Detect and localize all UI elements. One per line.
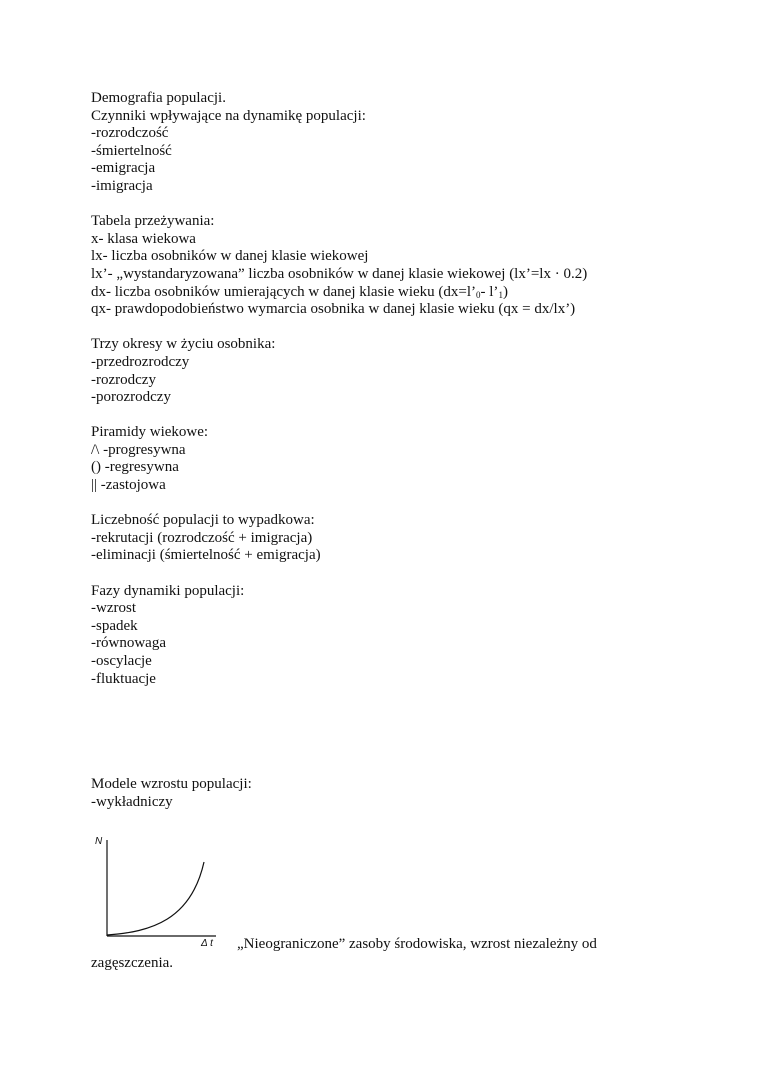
document-body (91, 90, 691, 811)
growth-curve (107, 862, 204, 935)
phase-item: -równowaga (91, 635, 166, 652)
phase-item: -fluktuacje (91, 670, 156, 687)
phases-heading: Fazy dynamiki populacji: (91, 582, 245, 599)
factor-item: -emigracja (91, 160, 156, 177)
figure-x-label: Δ t (201, 938, 213, 949)
phase-item: -wzrost (91, 600, 136, 617)
factor-item: -śmiertelność (91, 142, 172, 159)
figure-y-label: N (95, 836, 103, 847)
phase-item: -oscylacje (91, 653, 152, 669)
period-item: -porozrodczy (91, 389, 171, 406)
pyramid-item: () -regresywna (91, 459, 179, 476)
factor-item: -imigracja (91, 177, 153, 194)
models-heading: Modele wzrostu populacji: (91, 776, 252, 793)
periods-heading: Trzy okresy w życiu osobnika: (91, 336, 276, 353)
survival-dx-text: dx- liczba osobników umierających w danej klasie wieku (dx=l’ (91, 283, 477, 300)
survival-dx-mid: - l’ (480, 283, 499, 300)
survival-qx: qx- prawdopodobieństwo wymarcia osobnika w danej klasie wieku (qx = dx/lx’) (91, 301, 576, 318)
phase-item: -spadek (91, 617, 138, 634)
period-item: -przedrozrodczy (91, 353, 190, 370)
survival-lx-prime: lx’- „wystandaryzowana” liczba osobników w danej klasie wiekowej (lx’=lx · 0.2) (91, 265, 588, 282)
survival-dx-end: ) (502, 283, 508, 300)
period-item: -rozrodczy (91, 371, 156, 388)
document-title: Demografia populacji. (91, 90, 226, 106)
abundance-item: -rekrutacji (rozrodczość + imigracja) (91, 529, 313, 546)
factors-heading: Czynniki wpływające na dynamikę populacji: (91, 107, 366, 124)
survival-dx-sub0: 0 (476, 289, 481, 300)
factor-item: -rozrodczość (91, 125, 169, 142)
survival-lx: lx- liczba osobników w danej klasie wiekowej (91, 248, 369, 265)
pyramids-heading: Piramidy wiekowe: (91, 424, 209, 441)
model-exponential: -wykładniczy (91, 793, 173, 810)
pyramid-item: /\ -progresywna (91, 441, 186, 458)
exponential-growth-graph (91, 832, 231, 950)
pyramid-item: || -zastojowa (91, 477, 166, 494)
figure-caption-continued: zagęszczenia. (91, 955, 174, 971)
survival-x: x- klasa wiekowa (91, 230, 196, 247)
figure-caption: „Nieograniczone” zasoby środowiska, wzrost niezależny od (237, 936, 597, 952)
survival-dx (91, 284, 691, 302)
survival-heading: Tabela przeżywania: (91, 213, 215, 230)
survival-dx-sub1: 1 (498, 289, 503, 300)
abundance-heading: Liczebność populacji to wypadkowa: (91, 512, 315, 529)
abundance-item: -eliminacji (śmiertelność + emigracja) (91, 547, 321, 564)
